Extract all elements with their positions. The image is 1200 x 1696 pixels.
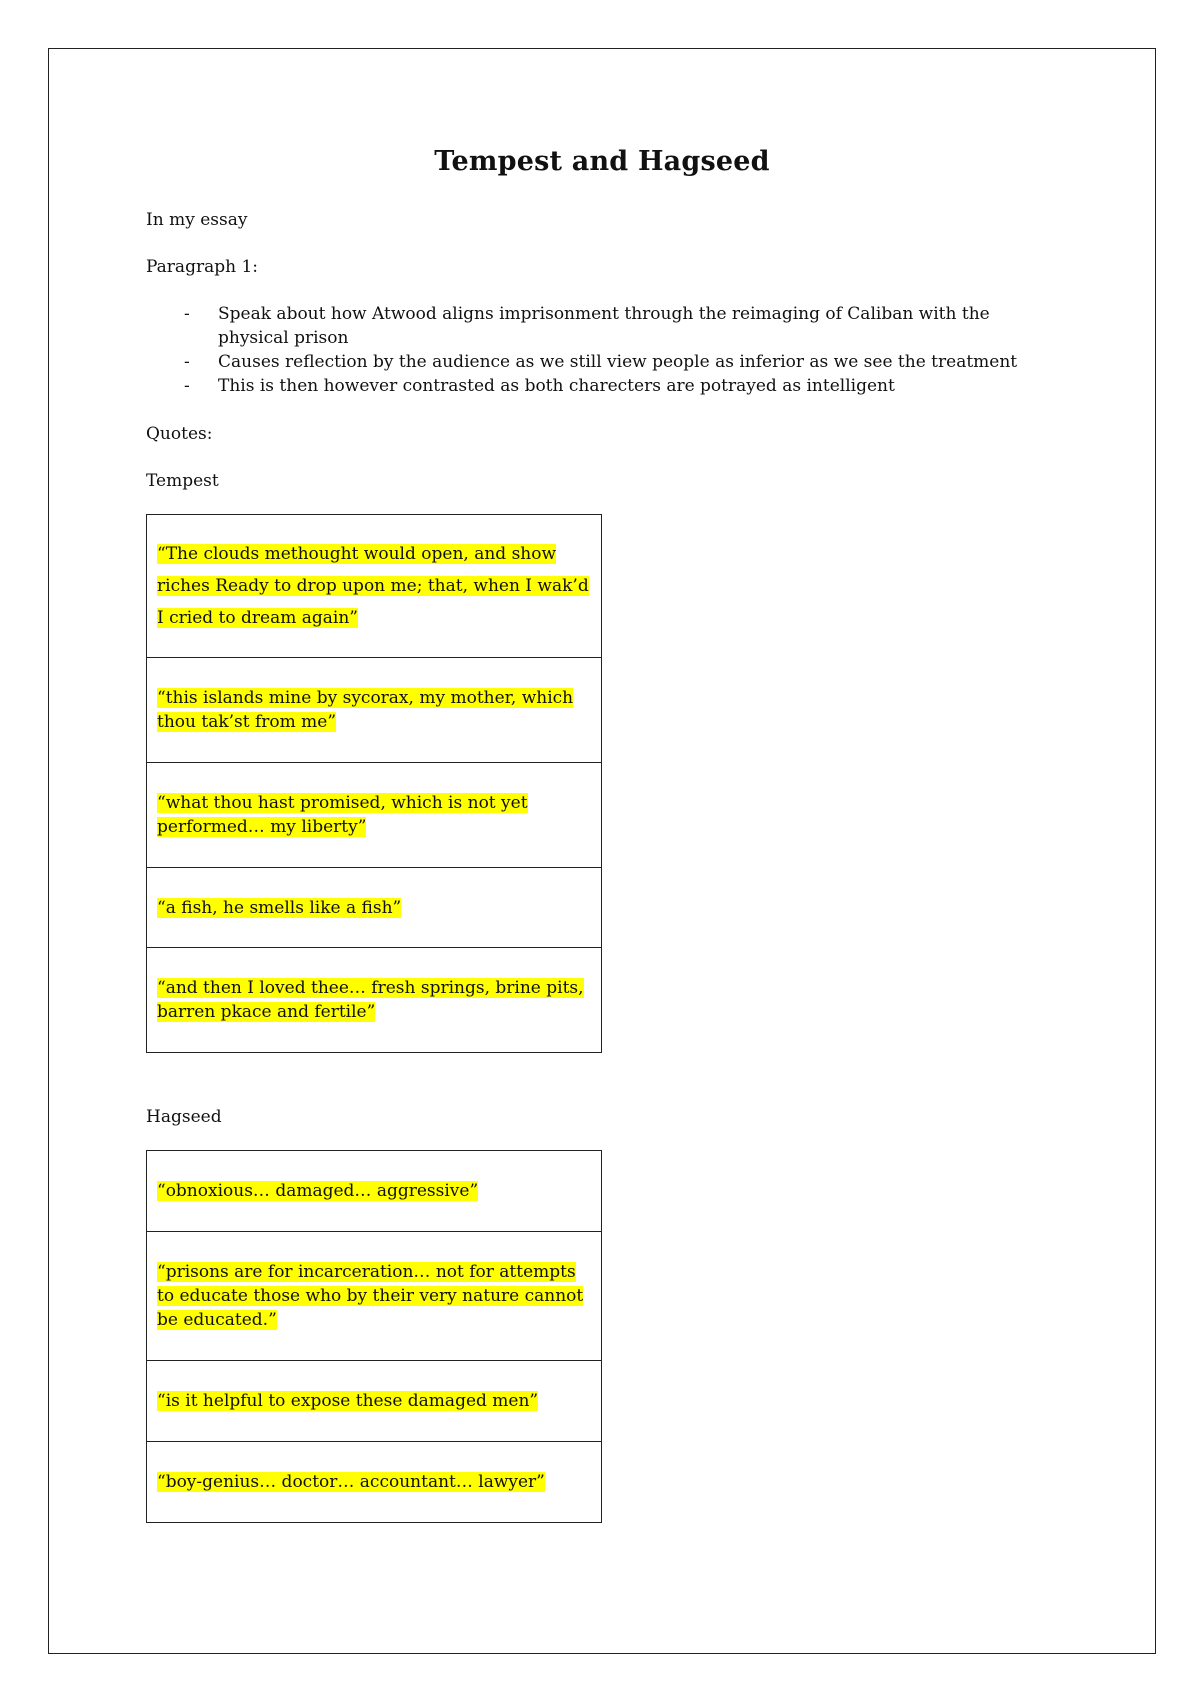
table-row <box>147 868 602 948</box>
table-row <box>147 658 602 763</box>
bullet-text: Speak about how Atwood aligns imprisonment through the reimaging of Caliban with the physical prison <box>218 304 990 348</box>
quotes-label: Quotes: <box>146 424 213 444</box>
highlighted-quote: “a fish, he smells like a fish” <box>157 897 402 918</box>
highlighted-quote: “obnoxious… damaged… aggressive” <box>157 1181 479 1201</box>
table-row <box>147 1361 602 1442</box>
table-row <box>147 763 602 868</box>
bullet-dash: - <box>184 352 190 372</box>
highlighted-quote: “this islands mine by sycorax, my mother, which thou tak’st from me” <box>157 688 574 732</box>
bullet-dash: - <box>184 376 190 396</box>
quote-cell <box>147 948 602 1053</box>
bullet-text: Causes reflection by the audience as we still view people as inferior as we see the treatment <box>218 352 1018 372</box>
highlighted-quote: “is it helpful to expose these damaged men” <box>157 1391 539 1411</box>
quote-cell <box>147 1232 602 1361</box>
quote-cell <box>147 658 602 763</box>
quote-cell <box>147 1442 602 1523</box>
tempest-quotes-table <box>146 514 602 1053</box>
document-title: Tempest and Hagseed <box>434 146 770 177</box>
highlighted-quote: “boy-genius… doctor… accountant… lawyer” <box>157 1472 545 1492</box>
list-item <box>146 374 1026 398</box>
table-row <box>147 1151 602 1232</box>
quote-cell <box>147 515 602 658</box>
quote-cell <box>147 1151 602 1232</box>
bullet-list <box>146 302 1026 398</box>
bullet-dash: - <box>184 304 190 324</box>
hagseed-quotes-table <box>146 1150 602 1523</box>
paragraph-label: Paragraph 1: <box>146 257 258 277</box>
highlighted-quote: “what thou hast promised, which is not yet performed… my liberty” <box>157 793 528 837</box>
quote-cell <box>147 763 602 868</box>
tempest-heading: Tempest <box>146 471 219 491</box>
table-row <box>147 515 602 658</box>
bullet-text: This is then however contrasted as both charecters are potrayed as intelligent <box>218 376 895 396</box>
highlighted-quote: “prisons are for incarceration… not for attempts to educate those who by their very nature cannot be educated.” <box>157 1262 584 1330</box>
table-row <box>147 948 602 1053</box>
list-item <box>146 302 1026 350</box>
quote-cell <box>147 868 602 948</box>
highlighted-quote: “and then I loved thee… fresh springs, brine pits, barren pkace and fertile” <box>157 978 584 1022</box>
table-row <box>147 1442 602 1523</box>
highlighted-quote: “The clouds methought would open, and show riches Ready to drop upon me; that, when I wak’d I cried to dream again” <box>157 544 589 628</box>
hagseed-heading: Hagseed <box>146 1107 222 1127</box>
quote-cell <box>147 1361 602 1442</box>
table-row <box>147 1232 602 1361</box>
list-item <box>146 350 1026 374</box>
intro-text: In my essay <box>146 210 248 230</box>
